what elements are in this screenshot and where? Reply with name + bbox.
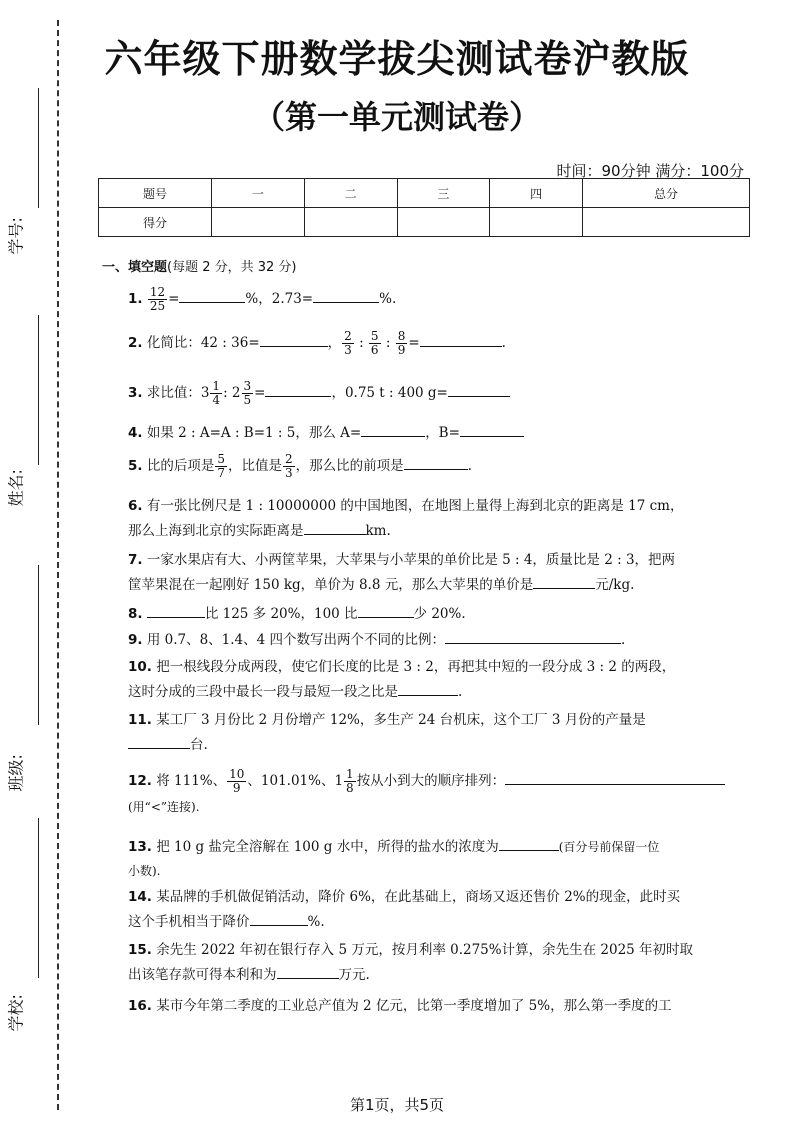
fraction: $\frac{5}{7}$	[217, 452, 225, 480]
time-info: 时间：90分钟 满分：100分	[556, 162, 744, 180]
answer-blank[interactable]	[260, 330, 328, 347]
answer-blank[interactable]	[499, 834, 559, 851]
answer-blank[interactable]	[404, 453, 468, 470]
question-number: 3.	[128, 385, 143, 401]
question-10: 10. 把一根线段分成两段，使它们长度的比是 3 : 2，再把其中短的一段分成 3 : 2 的两段， 这时分成的三段中最长一段与最短一段之比是 .	[128, 659, 676, 700]
name-line	[38, 315, 39, 465]
question-8: 8. 比 125 多 20%，100 比 少 20%.	[128, 601, 758, 626]
fraction: $\frac{10}{9}$	[229, 767, 245, 795]
score-header-cell: 四	[490, 179, 583, 208]
answer-blank[interactable]	[304, 518, 366, 535]
question-15: 15. 余先生 2022 年初在银行存入 5 万元，按月利率 0.275%计算，余先生在 2025 年初时取 出该笔存款可得本利和为 万元.	[128, 942, 694, 983]
class-label: 班级:	[6, 754, 26, 792]
answer-blank[interactable]	[250, 909, 308, 926]
score-header-cell: 总分	[583, 179, 750, 208]
question-number: 15.	[128, 942, 152, 958]
question-1: 1. $\frac{12}{25}$ = %，2.73= %.	[128, 285, 397, 313]
answer-blank[interactable]	[361, 420, 425, 437]
question-number: 9.	[128, 632, 143, 648]
score-table-header-row	[99, 179, 750, 208]
answer-blank[interactable]	[265, 380, 331, 397]
score-header-cell: 二	[304, 179, 397, 208]
question-3: 3. 求比值：3 $\frac{1}{4}$ : 2 $\frac{3}{5}$ = ，0.75 t : 400 g=	[128, 380, 758, 407]
school-label: 学校:	[6, 994, 26, 1032]
answer-blank[interactable]	[460, 420, 524, 437]
question-12: 12. 将 111%、 $\frac{10}{9}$ 、101.01%、1 $\frac{1}{8}$ 按从小到大的顺序排列： (用“<”连接).	[128, 768, 758, 819]
question-number: 1.	[128, 291, 143, 307]
question-number: 7.	[128, 552, 143, 568]
binding-margin	[0, 0, 60, 1122]
question-13: 13. 把 10 g 盐完全溶解在 100 g 水中，所得的盐水的浓度为 (百分号前保留一位 小数).	[128, 834, 758, 883]
answer-blank[interactable]	[277, 962, 339, 979]
question-number: 10.	[128, 659, 152, 675]
question-number: 8.	[128, 606, 143, 622]
section-heading	[102, 256, 297, 275]
answer-blank[interactable]	[313, 286, 379, 303]
question-number: 14.	[128, 889, 152, 905]
score-header-cell: 题号	[99, 179, 212, 208]
score-cell[interactable]	[583, 208, 750, 237]
page-subtitle: （第一单元测试卷）	[252, 98, 541, 136]
section-note: (每题 2 分，共 32 分)	[167, 260, 297, 275]
score-cell[interactable]	[212, 208, 305, 237]
answer-blank[interactable]	[445, 627, 621, 644]
score-cell[interactable]	[304, 208, 397, 237]
question-4: 4. 如果 2 : A=A : B=1 : 5，那么 A= ，B=	[128, 420, 758, 445]
answer-blank[interactable]	[179, 286, 245, 303]
score-cell[interactable]	[490, 208, 583, 237]
question-9: 9. 用 0.7、8、1.4、4 四个数写出两个不同的比例： .	[128, 627, 758, 652]
section-title: 一、填空题	[102, 260, 168, 275]
fraction: $\frac{2}{3}$	[284, 452, 293, 480]
question-number: 6.	[128, 498, 143, 514]
question-6: 6. 有一张比例尺是 1 : 10000000 的中国地图，在地图上量得上海到北京的距离是 17 cm， 那么上海到北京的实际距离是 km.	[128, 498, 684, 539]
question-number: 11.	[128, 712, 152, 728]
question-5: 5. 比的后项是 $\frac{5}{7}$ ，比值是 $\frac{2}{3}$ ，那么比的前项是 .	[128, 452, 472, 480]
question-16: 16. 某市今年第二季度的工业总产值为 2 亿元，比第一季度增加了 5%，那么第一季度的工	[128, 998, 672, 1014]
question-number: 16.	[128, 998, 152, 1014]
question-14: 14. 某品牌的手机做促销活动，降价 6%，在此基础上，商场又返还售价 2%的现金，此时买 这个手机相当于降价 %.	[128, 889, 681, 930]
class-line	[38, 565, 39, 725]
name-label: 姓名:	[6, 469, 26, 507]
answer-blank[interactable]	[420, 330, 502, 347]
answer-blank[interactable]	[448, 380, 510, 397]
fraction: $\frac{2}{3}$	[344, 329, 352, 357]
answer-blank[interactable]	[147, 601, 205, 618]
fraction: $\frac{1}{8}$	[346, 767, 354, 795]
score-row-label: 得分	[99, 208, 212, 237]
question-number: 2.	[128, 335, 143, 351]
score-header-cell: 一	[212, 179, 305, 208]
fraction: $\frac{12}{25}$	[149, 285, 166, 313]
fraction: $\frac{1}{4}$	[212, 379, 221, 407]
score-cell[interactable]	[397, 208, 490, 237]
score-table-score-row	[99, 208, 750, 237]
answer-blank[interactable]	[128, 732, 190, 749]
answer-blank[interactable]	[358, 601, 414, 618]
question-7: 7. 一家水果店有大、小两筐苹果，大苹果与小苹果的单价比是 5 : 4，质量比是 2 : 3，把两 筐苹果混在一起刚好 150 kg，单价为 8.8 元，那么大苹果的单价是 元/kg.	[128, 552, 676, 593]
question-11: 11. 某工厂 3 月份比 2 月份增产 12%，多生产 24 台机床，这个工厂 3 月份的产量是 台.	[128, 712, 646, 753]
score-table	[98, 178, 750, 237]
page-title: 六年级下册数学拔尖测试卷沪教版	[104, 37, 690, 81]
question-2: 2. 化简比：42 : 36= ， $\frac{2}{3}$ : $\frac{5}{6}$ : $\frac{8}{9}$ = .	[128, 329, 506, 357]
fraction: $\frac{3}{5}$	[243, 379, 252, 407]
answer-blank[interactable]	[398, 679, 458, 696]
school-line	[38, 818, 39, 978]
question-number: 5.	[128, 458, 143, 474]
cut-line	[57, 20, 59, 1110]
question-number: 13.	[128, 839, 152, 855]
answer-blank[interactable]	[533, 572, 595, 589]
student-no-label: 学号:	[6, 217, 26, 255]
answer-blank[interactable]	[505, 768, 725, 785]
fraction: $\frac{8}{9}$	[397, 329, 406, 357]
page-footer: 第1页，共5页	[349, 1096, 445, 1114]
fraction: $\frac{5}{6}$	[370, 329, 379, 357]
score-header-cell: 三	[397, 179, 490, 208]
question-number: 4.	[128, 425, 143, 441]
question-number: 12.	[128, 773, 152, 789]
